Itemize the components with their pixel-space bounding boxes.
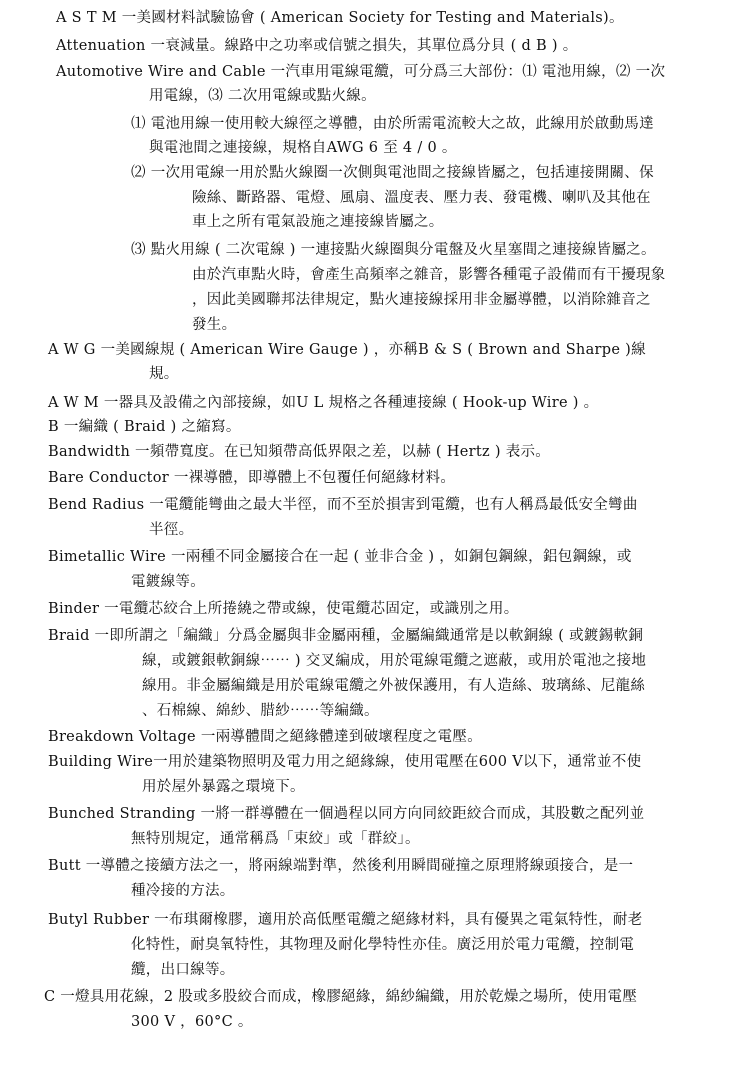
subitem-ignition-wire-cont: 由於汽車點火時，會產生高頻率之雜音，影響各種電子設備而有干擾現象 [192, 267, 666, 283]
term-bandwidth: Bandwidth 一頻帶寬度。在已知頻帶高低界限之差，以赫 ( Hertz ) 表示。 [48, 444, 551, 460]
term-butyl-rubber-cont: 纜，出口線等。 [131, 962, 235, 978]
term-automotive-wire: Automotive Wire and Cable 一汽車用電線電纜，可分爲三大部份：⑴ 電池用線，⑵ 一次 [56, 64, 666, 80]
term-butt-cont: 種冷接的方法。 [131, 883, 235, 899]
term-building-wire-cont: 用於屋外暴露之環境下。 [142, 779, 305, 795]
term-awg: A W G 一美國線規 ( American Wire Gauge ) ，亦稱B & S ( Brown and Sharpe )線 [48, 342, 646, 358]
term-bimetallic-wire-cont: 電鍍線等。 [131, 574, 205, 590]
subitem-battery-wire: ⑴ 電池用線一使用較大線徑之導體，由於所需電流較大之故，此線用於啟動馬達 [131, 116, 654, 132]
term-c: C 一燈具用花線，2 股或多股絞合而成，橡膠絕緣，綿紗編織，用於乾燥之場所，使用電壓 [44, 989, 638, 1005]
subitem-ignition-wire-cont: 發生。 [192, 317, 237, 333]
term-bunched-stranding: Bunched Stranding 一將一群導體在一個過程以同方向同絞距絞合而成，其股數之配列並 [48, 806, 645, 822]
subitem-primary-wire: ⑵ 一次用電線一用於點火線圈一次側與電池間之接線皆屬之，包括連接開關、保 [131, 165, 654, 181]
term-astm: A S T M 一美國材料試驗協會 ( American Society for Testing and Materials)。 [56, 10, 624, 26]
term-butt: Butt 一導體之接續方法之一，將兩線端對準，然後利用瞬間碰撞之原理將線頭接合，是一 [48, 858, 634, 874]
term-b: B 一編織 ( Braid ) 之縮寫。 [48, 419, 241, 435]
term-butyl-rubber-cont: 化特性，耐臭氧特性，其物理及耐化學特性亦佳。廣泛用於電力電纜，控制電 [131, 937, 635, 953]
term-attenuation: Attenuation 一衰減量。線路中之功率或信號之損失，其單位爲分貝 ( d B ) 。 [56, 38, 578, 54]
term-automotive-wire-cont: 用電線，⑶ 二次用電線或點火線。 [149, 88, 376, 104]
subitem-primary-wire-cont: 險絲、斷路器、電燈、風扇、溫度表、壓力表、發電機、喇叭及其他在 [192, 190, 651, 206]
term-braid-cont: 線用。非金屬編織是用於電線電纜之外被保護用，有人造絲、玻璃絲、尼龍絲 [142, 678, 646, 694]
term-c-cont: 300 V ，60°C 。 [131, 1014, 253, 1030]
term-bend-radius-cont: 半徑。 [149, 522, 194, 538]
term-bunched-stranding-cont: 無特別規定，通常稱爲「束絞」或「群絞」。 [131, 831, 420, 847]
term-braid-cont: 線，或鍍銀軟銅線⋯⋯ ) 交叉編成，用於電線電纜之遮蔽，或用於電池之接地 [142, 653, 647, 669]
term-bend-radius: Bend Radius 一電纜能彎曲之最大半徑，而不至於損害到電纜，也有人稱爲最低安全彎曲 [48, 497, 638, 513]
term-butyl-rubber: Butyl Rubber 一布琪爾橡膠，適用於高低壓電纜之絕緣材料，具有優異之電氣特性，耐老 [48, 912, 643, 928]
subitem-ignition-wire-cont: ，因此美國聯邦法律規定，點火連接線採用非金屬導體，以消除雜音之 [192, 292, 651, 308]
term-bare-conductor: Bare Conductor 一裸導體，即導體上不包覆任何絕緣材料。 [48, 470, 456, 486]
term-breakdown-voltage: Breakdown Voltage 一兩導體間之絕緣體達到破壞程度之電壓。 [48, 729, 483, 745]
term-building-wire: Building Wire一用於建築物照明及電力用之絕緣線，使用電壓在600 V以下，通常並不使 [48, 754, 642, 770]
term-braid-cont: 、石棉線、綿紗、腊紗⋯⋯等編織。 [142, 703, 379, 719]
term-braid: Braid 一即所謂之「編織」分爲金屬與非金屬兩種，金屬編織通常是以軟銅線 ( 或鍍錫軟銅 [48, 628, 644, 644]
subitem-battery-wire-cont: 與電池間之連接線，規格自AWG 6 至 4 / 0 。 [149, 140, 457, 156]
term-awm: A W M 一器具及設備之內部接線，如U L 規格之各種連接線 ( Hook-up Wire ) 。 [48, 395, 599, 411]
subitem-primary-wire-cont: 車上之所有電氣設施之連接線皆屬之。 [192, 214, 444, 230]
term-awg-cont: 規。 [149, 366, 179, 382]
term-binder: Binder 一電纜芯絞合上所捲繞之帶或線，使電纜芯固定，或識別之用。 [48, 601, 519, 617]
subitem-ignition-wire: ⑶ 點火用線 ( 二次電線 ) 一連接點火線圈與分電盤及火星塞間之連接線皆屬之。 [131, 242, 656, 258]
term-bimetallic-wire: Bimetallic Wire 一兩種不同金屬接合在一起 ( 並非合金 ) ，如銅包鋼線，鋁包鋼線，或 [48, 549, 632, 565]
